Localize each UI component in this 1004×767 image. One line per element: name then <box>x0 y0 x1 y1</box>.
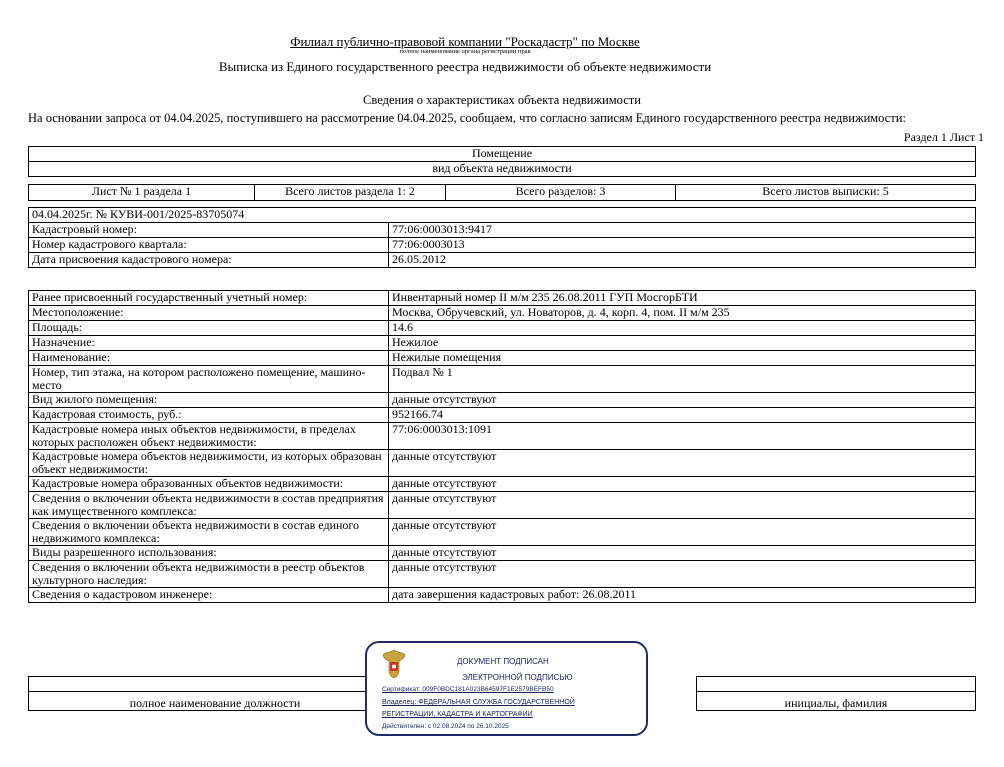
row-label: Дата присвоения кадастрового номера: <box>29 253 389 268</box>
coat-of-arms-icon <box>381 649 407 679</box>
org-name: Филиал публично-правовой компании "Роскадастр" по Москве <box>290 34 640 49</box>
table-row <box>29 477 976 492</box>
name-caption: инициалы, фамилия <box>697 692 976 711</box>
row-value: данные отсутствуют <box>389 450 976 477</box>
row-value: данные отсутствуют <box>389 477 976 492</box>
table-row <box>29 561 976 588</box>
record-table <box>28 207 976 268</box>
row-value: данные отсутствуют <box>389 561 976 588</box>
table-row <box>29 546 976 561</box>
stamp-owner-line1: Владелец: ФЕДЕРАЛЬНАЯ СЛУЖБА ГОСУДАРСТВЕННОЙ <box>382 699 575 706</box>
stamp-line1: ДОКУМЕНТ ПОДПИСАН <box>457 657 549 666</box>
row-value: дата завершения кадастровых работ: 26.08.2011 <box>389 588 976 603</box>
stamp-line2: ЭЛЕКТРОННОЙ ПОДПИСЬЮ <box>462 673 573 682</box>
table-row <box>29 519 976 546</box>
row-label: Кадастровые номера иных объектов недвижимости, в пределах которых расположен объект недвижимости: <box>29 423 389 450</box>
table-row <box>29 238 976 253</box>
org-caption: полное наименование органа регистрации прав <box>399 48 531 55</box>
row-label: Кадастровый номер: <box>29 223 389 238</box>
table-row <box>29 450 976 477</box>
row-label: Наименование: <box>29 351 389 366</box>
row-value: данные отсутствуют <box>389 393 976 408</box>
sections-total: Всего разделов: 3 <box>446 185 676 201</box>
section-title: Сведения о характеристиках объекта недвижимости <box>363 93 641 107</box>
table-row <box>29 306 976 321</box>
table-row <box>29 408 976 423</box>
row-label: Ранее присвоенный государственный учетный номер: <box>29 291 389 306</box>
table-row <box>29 253 976 268</box>
row-value: 26.05.2012 <box>389 253 976 268</box>
table-row <box>29 423 976 450</box>
object-type-table <box>28 146 976 177</box>
row-value: Нежилые помещения <box>389 351 976 366</box>
table-row <box>29 321 976 336</box>
row-value: Москва, Обручевский, ул. Новаторов, д. 4, корп. 4, пом. II м/м 235 <box>389 306 976 321</box>
table-row <box>29 336 976 351</box>
row-label: Сведения о включении объекта недвижимости в состав единого недвижимого комплекса: <box>29 519 389 546</box>
row-value: 77:06:0003013:9417 <box>389 223 976 238</box>
row-value: 14.6 <box>389 321 976 336</box>
object-type-value: Помещение <box>29 147 976 162</box>
stamp-owner-line2: РЕГИСТРАЦИИ, КАДАСТРА И КАРТОГРАФИИ <box>382 711 533 718</box>
document-title: Выписка из Единого государственного реестра недвижимости об объекте недвижимости <box>218 59 712 74</box>
row-label: Кадастровые номера образованных объектов недвижимости: <box>29 477 389 492</box>
stamp-certificate: Сертификат: 009F0BDC181A023B64597F1E2579BEFB50 <box>382 686 554 693</box>
row-value: 77:06:0003013 <box>389 238 976 253</box>
row-label: Виды разрешенного использования: <box>29 546 389 561</box>
sheets-table <box>28 184 976 201</box>
stamp-validity: Действителен: с 02.08.2024 по 26.10.2025 <box>382 723 509 730</box>
row-label: Кадастровая стоимость, руб.: <box>29 408 389 423</box>
row-label: Кадастровые номера объектов недвижимости, из которых образован объект недвижимости: <box>29 450 389 477</box>
intro-text: На основании запроса от 04.04.2025, поступившего на рассмотрение 04.04.2025, сообщаем, что согласно записям Единого государственного реестра недвижимости: <box>28 111 906 125</box>
row-label: Вид жилого помещения: <box>29 393 389 408</box>
row-value: данные отсутствуют <box>389 546 976 561</box>
sheets-total: Всего листов выписки: 5 <box>676 185 976 201</box>
row-label: Назначение: <box>29 336 389 351</box>
record-date-number: 04.04.2025г. № КУВИ-001/2025-83705074 <box>29 208 976 223</box>
table-row <box>29 393 976 408</box>
row-value: данные отсутствуют <box>389 519 976 546</box>
row-value: 952166.74 <box>389 408 976 423</box>
sheet-number: Лист № 1 раздела 1 <box>29 185 255 201</box>
row-label: Местоположение: <box>29 306 389 321</box>
table-row <box>29 588 976 603</box>
row-value: 77:06:0003013:1091 <box>389 423 976 450</box>
sheets-in-section: Всего листов раздела 1: 2 <box>255 185 446 201</box>
details-table <box>28 290 976 603</box>
table-row <box>29 366 976 393</box>
row-label: Номер кадастрового квартала: <box>29 238 389 253</box>
table-row <box>29 351 976 366</box>
table-row <box>29 492 976 519</box>
row-label: Сведения о включении объекта недвижимости в состав предприятия как имущественного комплекса: <box>29 492 389 519</box>
row-label: Площадь: <box>29 321 389 336</box>
row-label: Сведения о включении объекта недвижимости в реестр объектов культурного наследия: <box>29 561 389 588</box>
row-value: Инвентарный номер II м/м 235 26.08.2011 ГУП МосгорБТИ <box>389 291 976 306</box>
e-signature-stamp <box>365 641 648 736</box>
row-value: Нежилое <box>389 336 976 351</box>
table-row <box>29 223 976 238</box>
part-label: Раздел 1 Лист 1 <box>903 130 984 144</box>
row-value: Подвал № 1 <box>389 366 976 393</box>
row-value: данные отсутствуют <box>389 492 976 519</box>
object-type-caption: вид объекта недвижимости <box>29 162 976 177</box>
table-row <box>29 291 976 306</box>
position-caption: полное наименование должности <box>29 692 402 711</box>
row-label: Сведения о кадастровом инженере: <box>29 588 389 603</box>
row-label: Номер, тип этажа, на котором расположено помещение, машино-место <box>29 366 389 393</box>
